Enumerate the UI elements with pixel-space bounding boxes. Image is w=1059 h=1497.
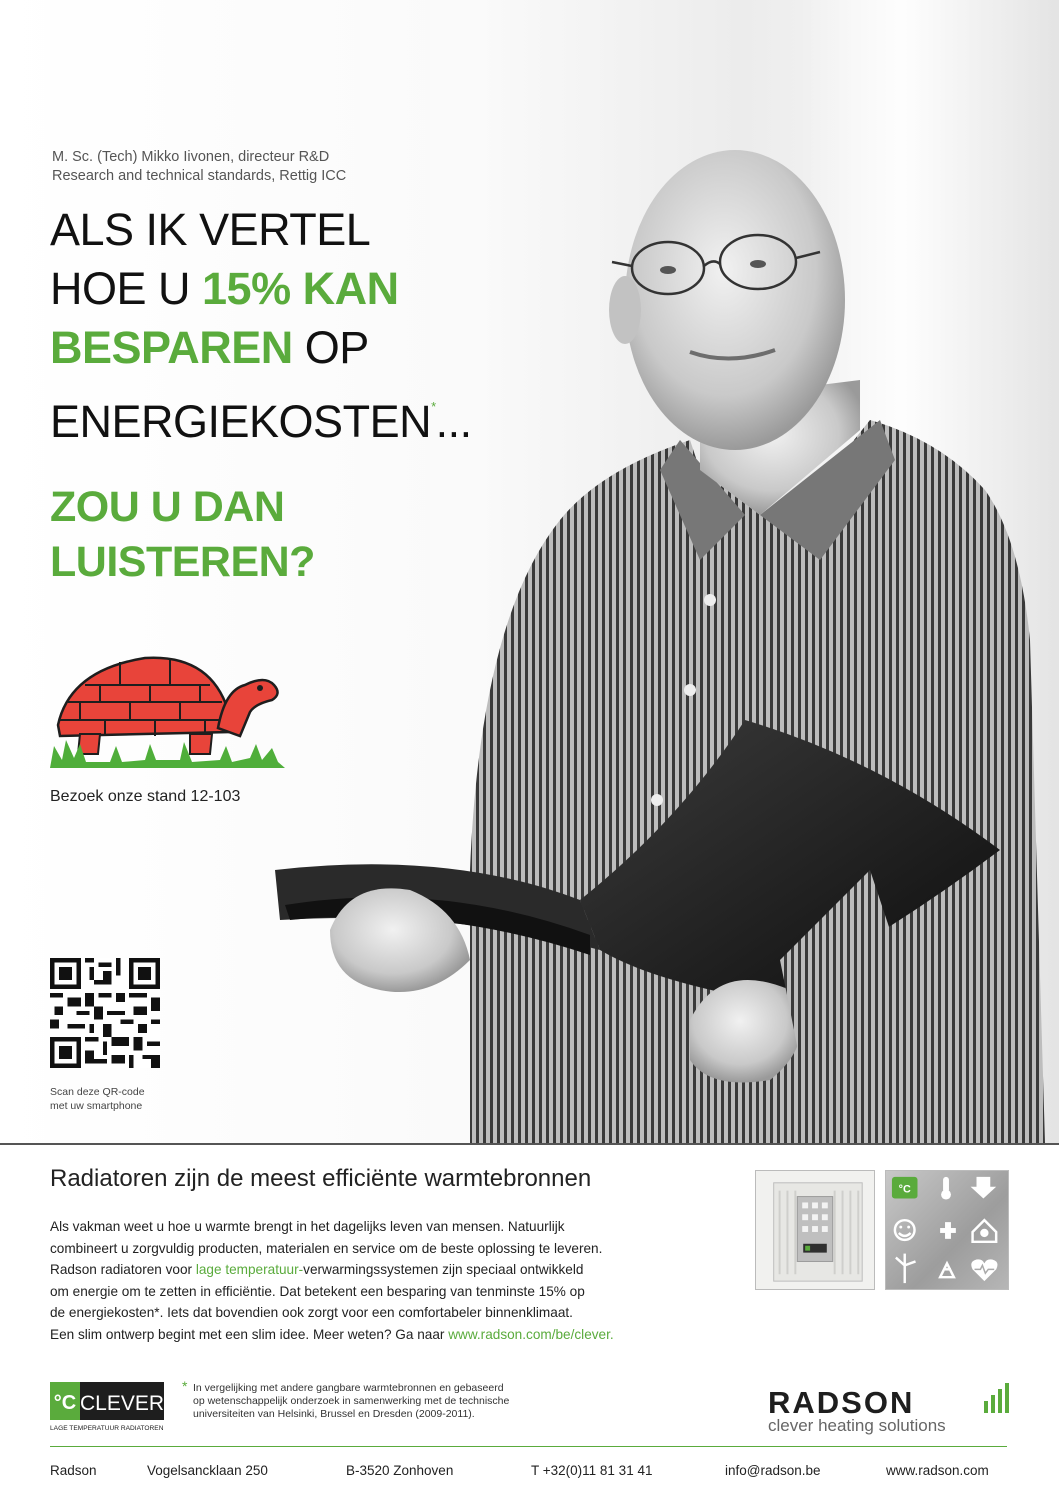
footer-street: Vogelsancklaan 250	[147, 1463, 268, 1478]
qr-caption	[50, 1085, 145, 1113]
wind-turbine-icon	[896, 1254, 916, 1284]
footnote	[193, 1382, 509, 1421]
house-icon	[973, 1220, 997, 1242]
body-line-3a: Radson radiatoren voor	[50, 1262, 196, 1277]
headline-ellipsis: ...	[435, 396, 472, 447]
plus-icon	[940, 1222, 956, 1239]
qr-caption-line-1: Scan deze QR-code	[50, 1086, 145, 1098]
thermometer-icon	[941, 1177, 951, 1200]
question	[50, 480, 315, 590]
low-temperature-link: lage temperatuur-	[195, 1262, 304, 1277]
qr-caption-line-2: met uw smartphone	[50, 1100, 143, 1112]
footer-company: Radson	[50, 1463, 97, 1478]
headline-line-3-plain: OP	[292, 322, 369, 373]
radson-wordmark: RADSON	[768, 1385, 915, 1420]
headline-footnote-star: *	[431, 399, 436, 414]
radiator-thumbnail	[755, 1170, 875, 1290]
clever-name-text: CLEVER	[79, 1392, 165, 1415]
question-line-2: LUISTEREN?	[50, 538, 315, 586]
footer-divider	[50, 1446, 1007, 1447]
headline-line-1: ALS IK VERTEL	[50, 204, 371, 255]
info-body	[50, 1216, 690, 1345]
body-line-1: Als vakman weet u hoe u warmte brengt in het dagelijks leven van mensen. Natuurlijk	[50, 1219, 565, 1234]
smiley-icon	[895, 1220, 915, 1240]
arrow-down-icon	[971, 1177, 997, 1199]
control-panel-thumbnail	[885, 1170, 1009, 1290]
body-line-5: de energiekosten*. Iets dat bovendien ook zorgt voor een comfortabeler binnenklimaat.	[50, 1305, 573, 1320]
footer-city: B-3520 Zonhoven	[346, 1463, 454, 1478]
info-title: Radiatoren zijn de meest efficiënte warmtebronnen	[50, 1165, 592, 1192]
footer-website[interactable]: www.radson.com	[886, 1463, 989, 1478]
headline-line-2-highlight: 15% KAN	[202, 263, 399, 314]
footnote-star: *	[182, 1378, 188, 1394]
question-line-1: ZOU U DAN	[50, 483, 285, 531]
footnote-line-1: In vergelijking met andere gangbare warmtebronnen en gebaseerd	[193, 1382, 504, 1394]
radson-clever-link[interactable]: www.radson.com/be/clever.	[448, 1326, 614, 1342]
headline-line-4: ENERGIEKOSTEN	[50, 396, 432, 447]
radson-tagline: clever heating solutions	[768, 1416, 946, 1435]
body-line-3b: verwarmingssystemen zijn speciaal ontwikkeld	[303, 1262, 584, 1277]
headline-line-2-plain: HOE U	[50, 263, 203, 314]
footer-email[interactable]: info@radson.be	[725, 1463, 821, 1478]
section-divider	[0, 1143, 1059, 1145]
footnote-line-3: universiteiten van Helsinki, Brussel en Dresden (2009-2011).	[193, 1408, 475, 1420]
clever-badge-icon	[892, 1177, 918, 1199]
clever-logo	[50, 1382, 168, 1432]
clever-subtitle-text: LAGE TEMPERATUUR RADIATOREN	[50, 1425, 164, 1432]
turtle-illustration	[50, 650, 285, 768]
radson-bars-icon	[984, 1383, 1009, 1413]
body-line-2: combineert u zorgvuldig producten, materialen en service om de beste oplossing te leveren.	[50, 1240, 603, 1256]
heart-icon	[971, 1259, 997, 1281]
visit-stand-text: Bezoek onze stand 12-103	[50, 788, 241, 805]
body-line-6a: Een slim ontwerp begint met een slim idee. Meer weten? Ga naar	[50, 1326, 449, 1342]
headline	[50, 200, 472, 451]
footer-phone: T +32(0)11 81 31 41	[531, 1463, 653, 1478]
credit-line-2: Research and technical standards, Rettig ICC	[52, 168, 347, 184]
qr-code[interactable]	[50, 958, 160, 1068]
credit-line-1: M. Sc. (Tech) Mikko Iivonen, directeur R&D	[52, 149, 330, 165]
person-credit	[52, 148, 346, 186]
recycle-icon	[940, 1263, 954, 1277]
headline-line-3-highlight: BESPAREN	[50, 322, 293, 373]
clever-degree-text: °C	[53, 1392, 77, 1414]
body-line-4: om energie om te zetten in efficiëntie. Dat betekent een besparing van tenminste 15% op	[50, 1283, 585, 1299]
svg-text:°C: °C	[898, 1183, 911, 1196]
footnote-line-2: op wetenschappelijk onderzoek in samenwerking met de technische	[193, 1395, 510, 1407]
